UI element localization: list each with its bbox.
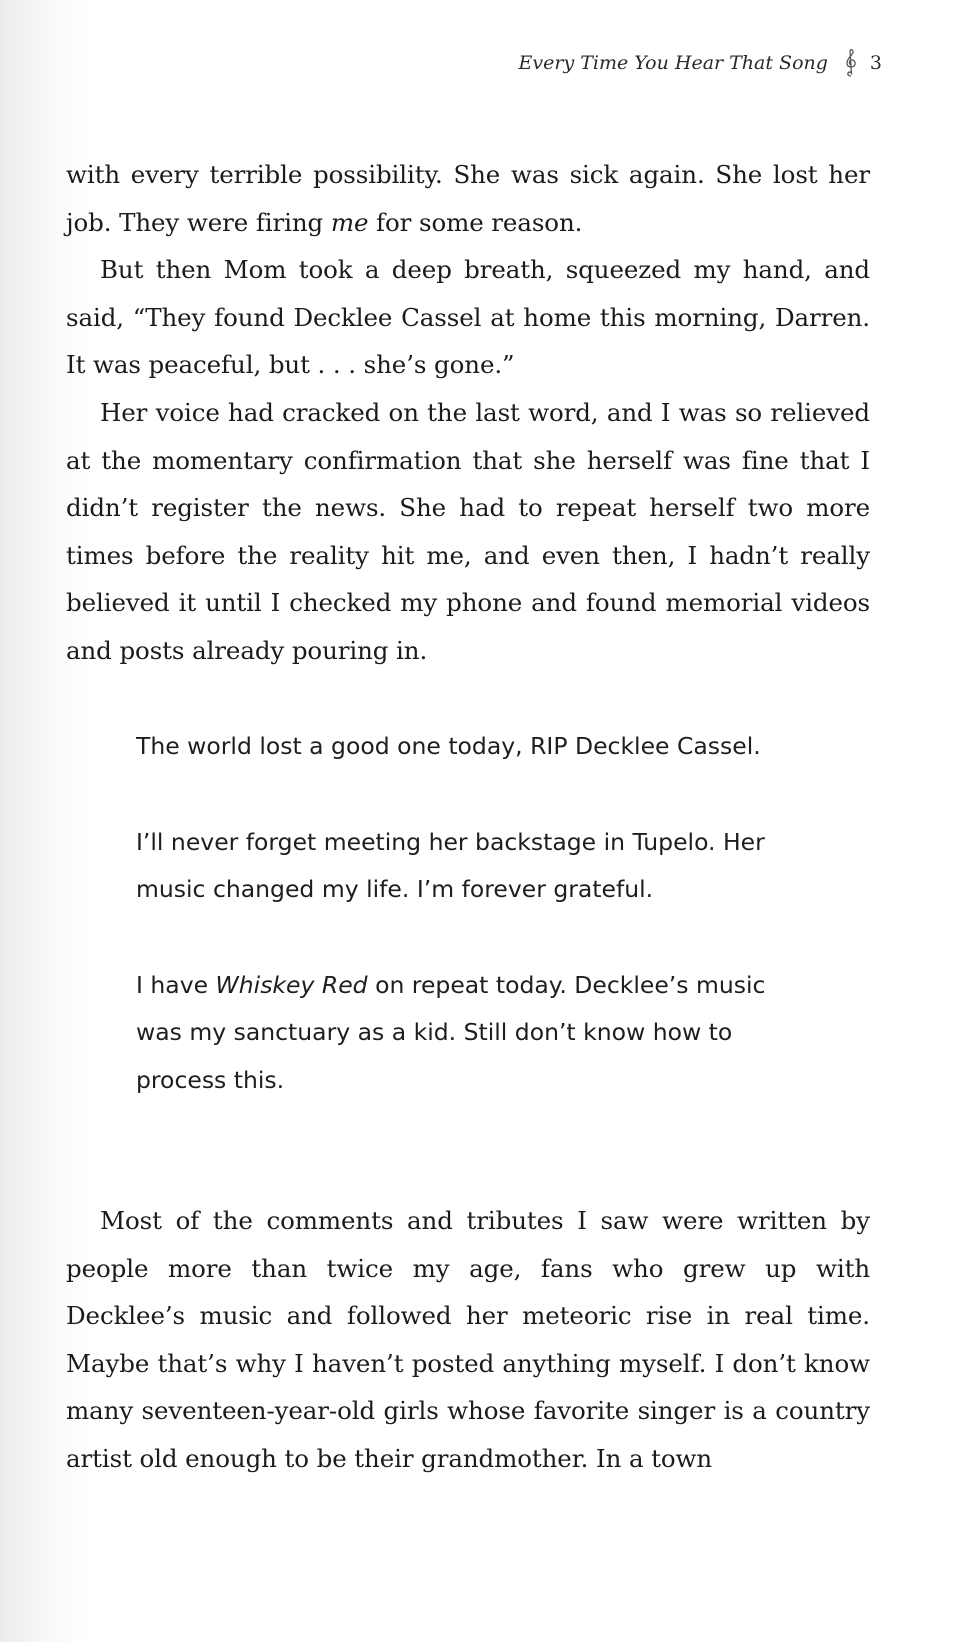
paragraph: Her voice had cracked on the last word, and I was so relieved at the momentary confirmation that she herself was fine that I didn’t register the news. She had to repeat herself two more times before the reality hit me, and even then, I hadn’t really believed it until I checked my phone and found memorial videos and posts already pouring in.	[66, 397, 870, 665]
social-post: The world lost a good one today, RIP Decklee Cassel.	[136, 732, 761, 760]
body-text-top	[66, 151, 870, 675]
paragraph: But then Mom took a deep breath, squeezed my hand, and said, “They found Decklee Cassel at home this morning, Darren. It was peaceful, but . . . she’s gone.”	[66, 255, 870, 380]
post-text: on repeat today. Decklee’s music was my sanctuary as a kid. Still don’t know how to process this.	[136, 970, 766, 1094]
social-post	[136, 962, 776, 1105]
book-title: Every Time You Hear That Song	[518, 52, 828, 74]
paragraph: Most of the comments and tributes I saw were written by people more than twice my age, fans who grew up with Decklee’s music and followed her meteoric rise in real time. Maybe that’s why I haven’t posted anything myself. I don’t know many seventeen-year-old girls whose favorite singer is a country artist old enough to be their grandmother. In a town	[66, 1206, 870, 1473]
emphasis-text: me	[330, 207, 369, 237]
paragraph	[66, 151, 870, 246]
social-posts-block	[136, 723, 776, 1104]
post-text: I have	[136, 970, 216, 999]
paragraph-text: for some reason.	[368, 207, 583, 237]
page-number: 3	[869, 52, 882, 74]
paragraph-text: with every terrible possibility. She was sick again. She lost her job. They were firing	[66, 160, 870, 237]
body-text-bottom	[66, 1197, 870, 1483]
song-title: Whiskey Red	[215, 970, 368, 999]
running-head	[519, 48, 882, 78]
social-post: I’ll never forget meeting her backstage in Tupelo. Her music changed my life. I’m forever grateful.	[136, 827, 765, 903]
treble-clef-icon	[844, 48, 858, 78]
